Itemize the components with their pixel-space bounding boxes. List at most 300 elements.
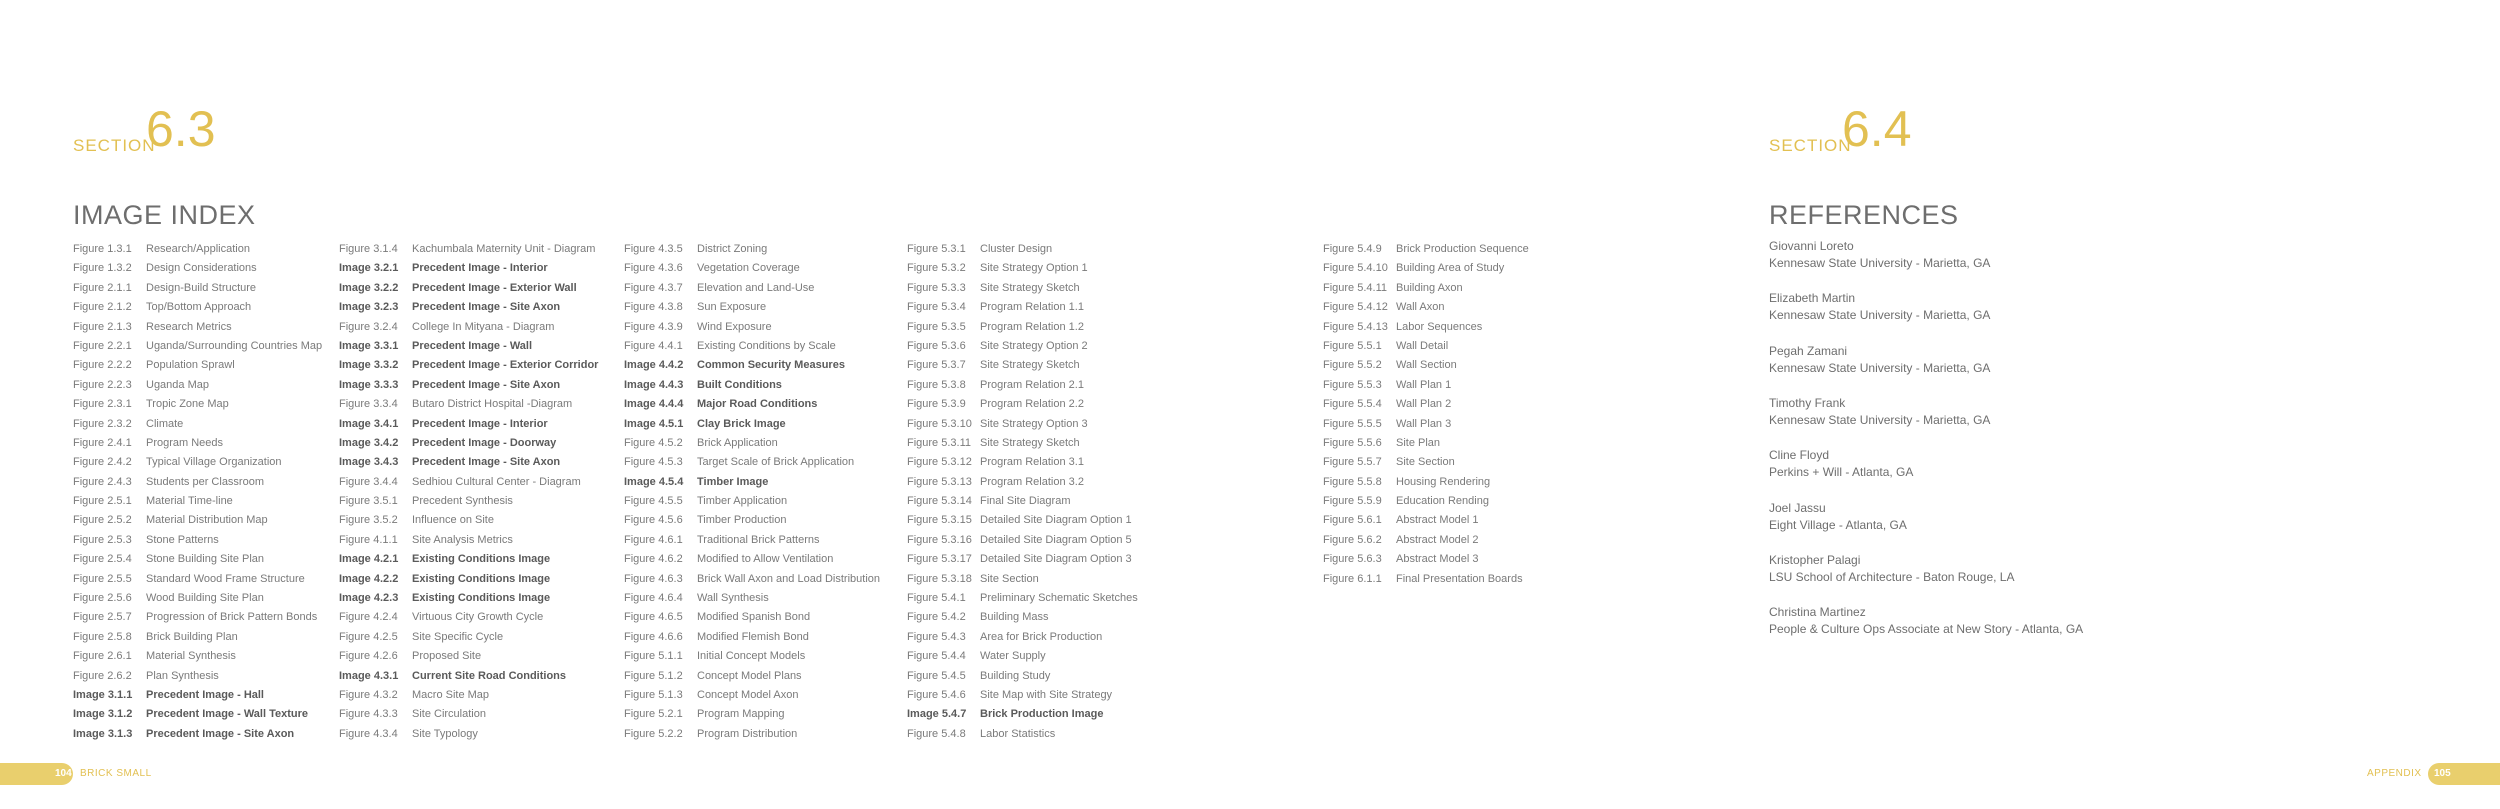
figure-caption: Brick Wall Axon and Load Distribution — [697, 572, 881, 585]
figure-number: Figure 5.4.8 — [907, 727, 966, 740]
index-column — [73, 240, 322, 744]
figure-caption: Stone Building Site Plan — [146, 553, 265, 566]
figure-number: Figure 5.1.3 — [624, 688, 683, 701]
index-column — [624, 240, 880, 744]
figure-caption: Clay Brick Image — [697, 417, 786, 430]
reference-entry — [1769, 447, 1913, 481]
figure-caption: Tropic Zone Map — [146, 398, 229, 411]
figure-number: Figure 5.5.4 — [1323, 398, 1382, 411]
figure-number: Figure 5.3.16 — [907, 533, 972, 546]
figure-caption: Initial Concept Models — [697, 650, 806, 663]
figure-number: Image 3.3.3 — [339, 378, 399, 391]
figure-caption: Site Typology — [412, 727, 478, 740]
footer-page-number: 105 — [2434, 768, 2451, 779]
figure-number: Figure 5.3.3 — [907, 281, 966, 294]
index-entry — [339, 589, 598, 608]
reference-name: Joel Jassu — [1769, 500, 1826, 515]
figure-number: Figure 5.1.1 — [624, 650, 683, 663]
index-entry — [907, 240, 1138, 259]
index-entry — [73, 259, 322, 278]
figure-caption: Abstract Model 3 — [1396, 553, 1479, 566]
index-entry — [73, 570, 322, 589]
figure-number: Figure 4.1.1 — [339, 533, 398, 546]
figure-number: Figure 4.2.6 — [339, 650, 398, 663]
figure-caption: Elevation and Land-Use — [697, 281, 815, 294]
figure-caption: Material Synthesis — [146, 650, 236, 663]
index-entry — [1323, 550, 1529, 569]
reference-affiliation: Perkins + Will - Atlanta, GA — [1769, 465, 1914, 480]
figure-number: Figure 5.2.2 — [624, 727, 683, 740]
figure-number: Figure 1.3.1 — [73, 243, 132, 255]
figure-number: Figure 2.1.2 — [73, 301, 132, 314]
figure-number: Figure 5.3.18 — [907, 572, 972, 585]
figure-number: Figure 5.3.5 — [907, 320, 966, 333]
figure-caption: Design Considerations — [146, 262, 257, 275]
figure-number: Figure 6.1.1 — [1323, 572, 1382, 585]
figure-caption: Climate — [146, 417, 184, 430]
index-entry — [907, 608, 1138, 627]
figure-number: Image 3.4.3 — [339, 456, 399, 469]
figure-number: Figure 2.3.1 — [73, 398, 132, 411]
index-entry — [1323, 473, 1529, 492]
figure-caption: Final Presentation Boards — [1396, 572, 1523, 585]
figure-number: Figure 4.6.1 — [624, 533, 683, 546]
figure-caption: Precedent Image - Site Axon — [412, 301, 561, 314]
index-entry — [907, 667, 1138, 686]
index-entry — [1323, 240, 1529, 259]
figure-caption: Labor Statistics — [980, 727, 1056, 740]
footer-page-number: 104 — [55, 768, 72, 779]
index-entry — [339, 492, 598, 511]
reference-affiliation: Eight Village - Atlanta, GA — [1769, 517, 1907, 532]
index-entry — [339, 473, 598, 492]
index-entry — [339, 667, 598, 686]
figure-caption: Abstract Model 1 — [1396, 514, 1479, 527]
figure-caption: Brick Production Image — [980, 708, 1104, 721]
index-entry — [1323, 376, 1529, 395]
figure-caption: Precedent Image - Exterior Wall — [412, 281, 577, 294]
figure-caption: Program Relation 2.1 — [980, 378, 1084, 391]
figure-caption: Site Analysis Metrics — [412, 533, 513, 546]
index-entry — [339, 376, 598, 395]
figure-caption: Precedent Image - Site Axon — [412, 456, 561, 469]
index-entry — [73, 628, 322, 647]
figure-number: Figure 5.5.9 — [1323, 495, 1382, 508]
page-title: REFERENCES — [1769, 200, 1959, 230]
reference-name: Pegah Zamani — [1769, 343, 1848, 358]
index-entry — [624, 531, 880, 550]
index-entry — [907, 589, 1138, 608]
index-entry — [624, 511, 880, 530]
figure-caption: Virtuous City Growth Cycle — [412, 611, 544, 624]
index-column — [907, 240, 1138, 744]
index-entry — [1323, 298, 1529, 317]
index-entry — [907, 725, 1138, 744]
index-entry — [339, 259, 598, 278]
figure-number: Figure 5.3.7 — [907, 359, 966, 372]
figure-number: Image 4.5.1 — [624, 417, 684, 430]
figure-number: Figure 5.4.13 — [1323, 320, 1388, 333]
index-entry — [907, 298, 1138, 317]
figure-number: Figure 3.5.2 — [339, 514, 398, 527]
index-entry — [624, 705, 880, 724]
figure-caption: Abstract Model 2 — [1396, 533, 1479, 546]
figure-number: Figure 5.5.2 — [1323, 359, 1382, 372]
figure-number: Figure 5.6.1 — [1323, 514, 1382, 527]
reference-entry — [1769, 500, 1907, 534]
section-label: SECTION — [1769, 136, 1852, 155]
figure-number: Figure 4.6.3 — [624, 572, 683, 585]
figure-number: Figure 5.6.2 — [1323, 533, 1382, 546]
index-entry — [73, 395, 322, 414]
figure-caption: Top/Bottom Approach — [146, 301, 252, 314]
index-entry — [907, 415, 1138, 434]
figure-caption: Vegetation Coverage — [697, 262, 800, 275]
index-entry — [1323, 318, 1529, 337]
figure-caption: Design-Build Structure — [146, 281, 257, 294]
figure-caption: Uganda Map — [146, 378, 209, 391]
figure-number: Figure 2.2.1 — [73, 339, 132, 352]
index-entry — [907, 376, 1138, 395]
figure-caption: Precedent Image - Site Axon — [146, 727, 295, 740]
figure-number: Figure 2.5.5 — [73, 572, 132, 585]
figure-number: Image 4.4.2 — [624, 359, 684, 372]
figure-caption: Water Supply — [980, 650, 1046, 663]
index-entry — [73, 589, 322, 608]
figure-number: Figure 5.3.12 — [907, 456, 972, 469]
index-entry — [73, 337, 322, 356]
figure-caption: Existing Conditions Image — [412, 553, 551, 566]
figure-caption: Precedent Image - Interior — [412, 262, 548, 275]
index-entry — [339, 356, 598, 375]
index-entry — [73, 647, 322, 666]
figure-number: Image 3.1.1 — [73, 688, 133, 701]
figure-caption: Common Security Measures — [697, 359, 845, 372]
figure-caption: Education Rending — [1396, 495, 1489, 508]
figure-caption: Site Strategy Option 3 — [980, 417, 1088, 430]
index-entry — [624, 434, 880, 453]
figure-number: Figure 5.3.17 — [907, 553, 972, 566]
figure-number: Figure 4.3.6 — [624, 262, 683, 275]
figure-caption: Progression of Brick Pattern Bonds — [146, 611, 318, 624]
figure-caption: Site Strategy Option 2 — [980, 339, 1088, 352]
index-entry — [907, 453, 1138, 472]
index-entry — [339, 511, 598, 530]
figure-caption: Typical Village Organization — [146, 456, 282, 469]
figure-number: Figure 5.4.1 — [907, 592, 966, 605]
figure-caption: Site Plan — [1396, 436, 1441, 449]
index-entry — [1323, 531, 1529, 550]
figure-caption: Precedent Image - Wall Texture — [146, 708, 308, 721]
figure-number: Figure 2.6.1 — [73, 650, 132, 663]
figure-number: Image 4.2.3 — [339, 592, 399, 605]
figure-number: Figure 2.5.3 — [73, 533, 132, 546]
figure-number: Image 4.2.1 — [339, 553, 399, 566]
index-entry — [1323, 395, 1529, 414]
index-entry — [907, 356, 1138, 375]
figure-number: Figure 4.6.5 — [624, 611, 683, 624]
index-entry — [624, 589, 880, 608]
figure-number: Figure 5.4.6 — [907, 688, 966, 701]
reference-affiliation: Kennesaw State University - Marietta, GA — [1769, 256, 1991, 270]
index-entry — [339, 647, 598, 666]
figure-caption: Site Map with Site Strategy — [980, 688, 1113, 701]
index-entry — [339, 415, 598, 434]
figure-caption: Program Distribution — [697, 727, 798, 740]
index-entry — [624, 725, 880, 744]
index-entry — [1323, 511, 1529, 530]
figure-number: Figure 5.5.6 — [1323, 436, 1382, 449]
figure-caption: Existing Conditions Image — [412, 572, 551, 585]
index-entry — [624, 492, 880, 511]
index-entry — [73, 376, 322, 395]
index-entry — [907, 531, 1138, 550]
index-entry — [1323, 337, 1529, 356]
figure-caption: Labor Sequences — [1396, 320, 1483, 333]
figure-number: Figure 5.4.4 — [907, 650, 966, 663]
figure-caption: Material Distribution Map — [146, 514, 268, 527]
reference-name: Timothy Frank — [1769, 395, 1846, 410]
figure-number: Image 3.3.1 — [339, 339, 399, 352]
section-label: SECTION — [73, 136, 156, 155]
figure-number: Image 3.2.1 — [339, 262, 399, 275]
figure-number: Image 4.5.4 — [624, 475, 684, 488]
figure-caption: Site Strategy Sketch — [980, 281, 1080, 294]
index-entry — [624, 318, 880, 337]
figure-number: Figure 4.6.6 — [624, 630, 683, 643]
index-entry — [624, 686, 880, 705]
figure-caption: Traditional Brick Patterns — [697, 533, 820, 546]
index-entry — [1323, 492, 1529, 511]
index-column — [1323, 240, 1529, 589]
figure-caption: Detailed Site Diagram Option 3 — [980, 553, 1132, 566]
figure-number: Image 4.4.4 — [624, 398, 684, 411]
figure-number: Figure 5.5.7 — [1323, 456, 1382, 469]
index-entry — [73, 608, 322, 627]
figure-caption: Precedent Image - Exterior Corridor — [412, 359, 599, 372]
figure-number: Figure 5.1.2 — [624, 669, 683, 682]
index-entry — [624, 337, 880, 356]
figure-number: Figure 4.6.4 — [624, 592, 683, 605]
figure-caption: Program Relation 1.1 — [980, 301, 1084, 314]
figure-number: Figure 5.5.3 — [1323, 378, 1382, 391]
figure-number: Figure 5.3.15 — [907, 514, 972, 527]
figure-number: Figure 5.4.5 — [907, 669, 966, 682]
figure-number: Figure 5.2.1 — [624, 708, 683, 721]
figure-caption: Program Relation 3.2 — [980, 475, 1084, 488]
figure-number: Figure 2.3.2 — [73, 417, 132, 430]
figure-caption: Precedent Image - Doorway — [412, 436, 557, 449]
index-entry — [73, 240, 322, 259]
index-entry — [339, 279, 598, 298]
figure-caption: Program Relation 3.1 — [980, 456, 1084, 469]
section-number: 6.4 — [1842, 101, 1912, 157]
figure-number: Figure 2.5.1 — [73, 495, 132, 508]
index-entry — [1323, 415, 1529, 434]
footer-title: APPENDIX — [2367, 768, 2422, 779]
figure-caption: Program Needs — [146, 436, 224, 449]
figure-number: Figure 4.3.8 — [624, 301, 683, 314]
index-entry — [907, 395, 1138, 414]
index-entry — [73, 318, 322, 337]
index-entry — [907, 511, 1138, 530]
figure-caption: Stone Patterns — [146, 533, 219, 546]
figure-number: Figure 4.3.2 — [339, 688, 398, 701]
figure-number: Image 3.1.3 — [73, 727, 133, 740]
index-entry — [624, 259, 880, 278]
figure-caption: Standard Wood Frame Structure — [146, 572, 305, 585]
index-entry — [624, 279, 880, 298]
figure-caption: Research Metrics — [146, 320, 232, 333]
figure-caption: Butaro District Hospital -Diagram — [412, 398, 573, 411]
figure-number: Figure 5.4.12 — [1323, 301, 1388, 314]
figure-caption: Modified Spanish Bond — [697, 611, 811, 624]
figure-number: Figure 5.5.1 — [1323, 339, 1382, 352]
figure-number: Figure 5.3.2 — [907, 262, 966, 275]
index-entry — [339, 686, 598, 705]
figure-number: Figure 5.6.3 — [1323, 553, 1382, 566]
index-entry — [339, 298, 598, 317]
reference-entry — [1769, 238, 1990, 272]
index-entry — [907, 279, 1138, 298]
figure-number: Image 4.3.1 — [339, 669, 399, 682]
figure-number: Figure 3.4.4 — [339, 475, 398, 488]
reference-entry — [1769, 343, 1990, 377]
index-entry — [339, 570, 598, 589]
figure-number: Figure 2.2.3 — [73, 378, 132, 391]
figure-caption: Building Axon — [1396, 281, 1463, 294]
figure-caption: Wall Plan 3 — [1396, 417, 1452, 430]
index-entry — [339, 240, 598, 259]
figure-number: Image 3.2.3 — [339, 301, 399, 314]
index-entry — [339, 550, 598, 569]
figure-caption: Influence on Site — [412, 514, 494, 527]
index-entry — [624, 473, 880, 492]
index-entry — [339, 725, 598, 744]
index-entry — [73, 686, 322, 705]
figure-number: Figure 5.3.10 — [907, 417, 972, 430]
figure-number: Figure 4.3.5 — [624, 243, 683, 255]
index-entry — [907, 492, 1138, 511]
figure-caption: Detailed Site Diagram Option 5 — [980, 533, 1132, 546]
figure-number: Figure 4.3.3 — [339, 708, 398, 721]
index-entry — [339, 705, 598, 724]
figure-caption: Concept Model Axon — [697, 688, 799, 701]
figure-caption: Program Relation 2.2 — [980, 398, 1084, 411]
page-title: IMAGE INDEX — [73, 200, 256, 230]
index-entry — [73, 725, 322, 744]
reference-entry — [1769, 290, 1990, 324]
reference-entry — [1769, 552, 2014, 586]
index-entry — [73, 279, 322, 298]
figure-number: Figure 4.3.7 — [624, 281, 683, 294]
figure-number: Figure 4.4.1 — [624, 339, 683, 352]
figure-number: Image 4.2.2 — [339, 572, 399, 585]
figure-number: Figure 5.4.10 — [1323, 262, 1388, 275]
figure-caption: Timber Image — [697, 475, 769, 488]
index-entry — [907, 259, 1138, 278]
figure-number: Figure 2.4.3 — [73, 475, 132, 488]
figure-caption: Current Site Road Conditions — [412, 669, 566, 682]
index-entry — [624, 298, 880, 317]
index-entry — [624, 570, 880, 589]
figure-number: Figure 5.3.14 — [907, 495, 972, 508]
figure-number: Figure 3.3.4 — [339, 398, 398, 411]
index-entry — [624, 395, 880, 414]
figure-caption: Area for Brick Production — [980, 630, 1103, 643]
figure-number: Figure 4.6.2 — [624, 553, 683, 566]
index-entry — [73, 473, 322, 492]
reference-entry — [1769, 395, 1990, 429]
figure-caption: Students per Classroom — [146, 475, 264, 488]
figure-caption: Detailed Site Diagram Option 1 — [980, 514, 1132, 527]
figure-caption: Target Scale of Brick Application — [697, 456, 855, 469]
figure-caption: Existing Conditions by Scale — [697, 339, 836, 352]
figure-number: Figure 4.3.9 — [624, 320, 683, 333]
figure-caption: Site Strategy Option 1 — [980, 262, 1088, 275]
figure-number: Figure 3.2.4 — [339, 320, 398, 333]
index-entry — [339, 628, 598, 647]
figure-number: Figure 5.3.8 — [907, 378, 966, 391]
figure-caption: Preliminary Schematic Sketches — [980, 592, 1138, 605]
figure-number: Figure 4.5.2 — [624, 436, 683, 449]
figure-number: Figure 5.4.11 — [1323, 281, 1388, 294]
figure-number: Figure 5.4.2 — [907, 611, 966, 624]
figure-caption: Housing Rendering — [1396, 475, 1491, 488]
figure-caption: Site Circulation — [412, 708, 486, 721]
index-entry — [624, 550, 880, 569]
index-entry — [1323, 259, 1529, 278]
index-entry — [73, 298, 322, 317]
figure-number: Figure 5.3.13 — [907, 475, 972, 488]
figure-caption: Material Time-line — [146, 495, 233, 508]
figure-caption: Brick Production Sequence — [1396, 243, 1529, 255]
index-entry — [339, 434, 598, 453]
figure-caption: Wall Axon — [1396, 301, 1445, 314]
index-entry — [339, 395, 598, 414]
index-entry — [624, 628, 880, 647]
section-number: 6.3 — [146, 101, 216, 157]
figure-number: Image 3.4.1 — [339, 417, 399, 430]
figure-number: Figure 3.1.4 — [339, 243, 398, 255]
index-entry — [339, 318, 598, 337]
figure-number: Figure 2.5.7 — [73, 611, 132, 624]
figure-number: Figure 4.5.6 — [624, 514, 683, 527]
index-entry — [339, 531, 598, 550]
figure-caption: Final Site Diagram — [980, 495, 1071, 508]
figure-caption: Macro Site Map — [412, 688, 490, 701]
figure-caption: Precedent Image - Interior — [412, 417, 548, 430]
reference-name: Kristopher Palagi — [1769, 552, 1861, 567]
reference-entry — [1769, 604, 2083, 638]
figure-number: Figure 4.2.4 — [339, 611, 398, 624]
figure-number: Figure 2.5.8 — [73, 630, 132, 643]
index-entry — [73, 550, 322, 569]
figure-number: Image 3.3.2 — [339, 359, 399, 372]
figure-caption: Site Specific Cycle — [412, 630, 504, 643]
figure-caption: Concept Model Plans — [697, 669, 802, 682]
figure-caption: Wall Plan 1 — [1396, 378, 1452, 391]
index-entry — [907, 647, 1138, 666]
reference-affiliation: Kennesaw State University - Marietta, GA — [1769, 360, 1991, 375]
index-entry — [73, 356, 322, 375]
figure-number: Figure 5.3.11 — [907, 436, 972, 449]
index-entry — [73, 511, 322, 530]
index-entry — [907, 570, 1138, 589]
figure-number: Figure 5.4.9 — [1323, 243, 1382, 255]
reference-name: Giovanni Loreto — [1769, 239, 1854, 253]
figure-number: Image 3.1.2 — [73, 708, 133, 721]
